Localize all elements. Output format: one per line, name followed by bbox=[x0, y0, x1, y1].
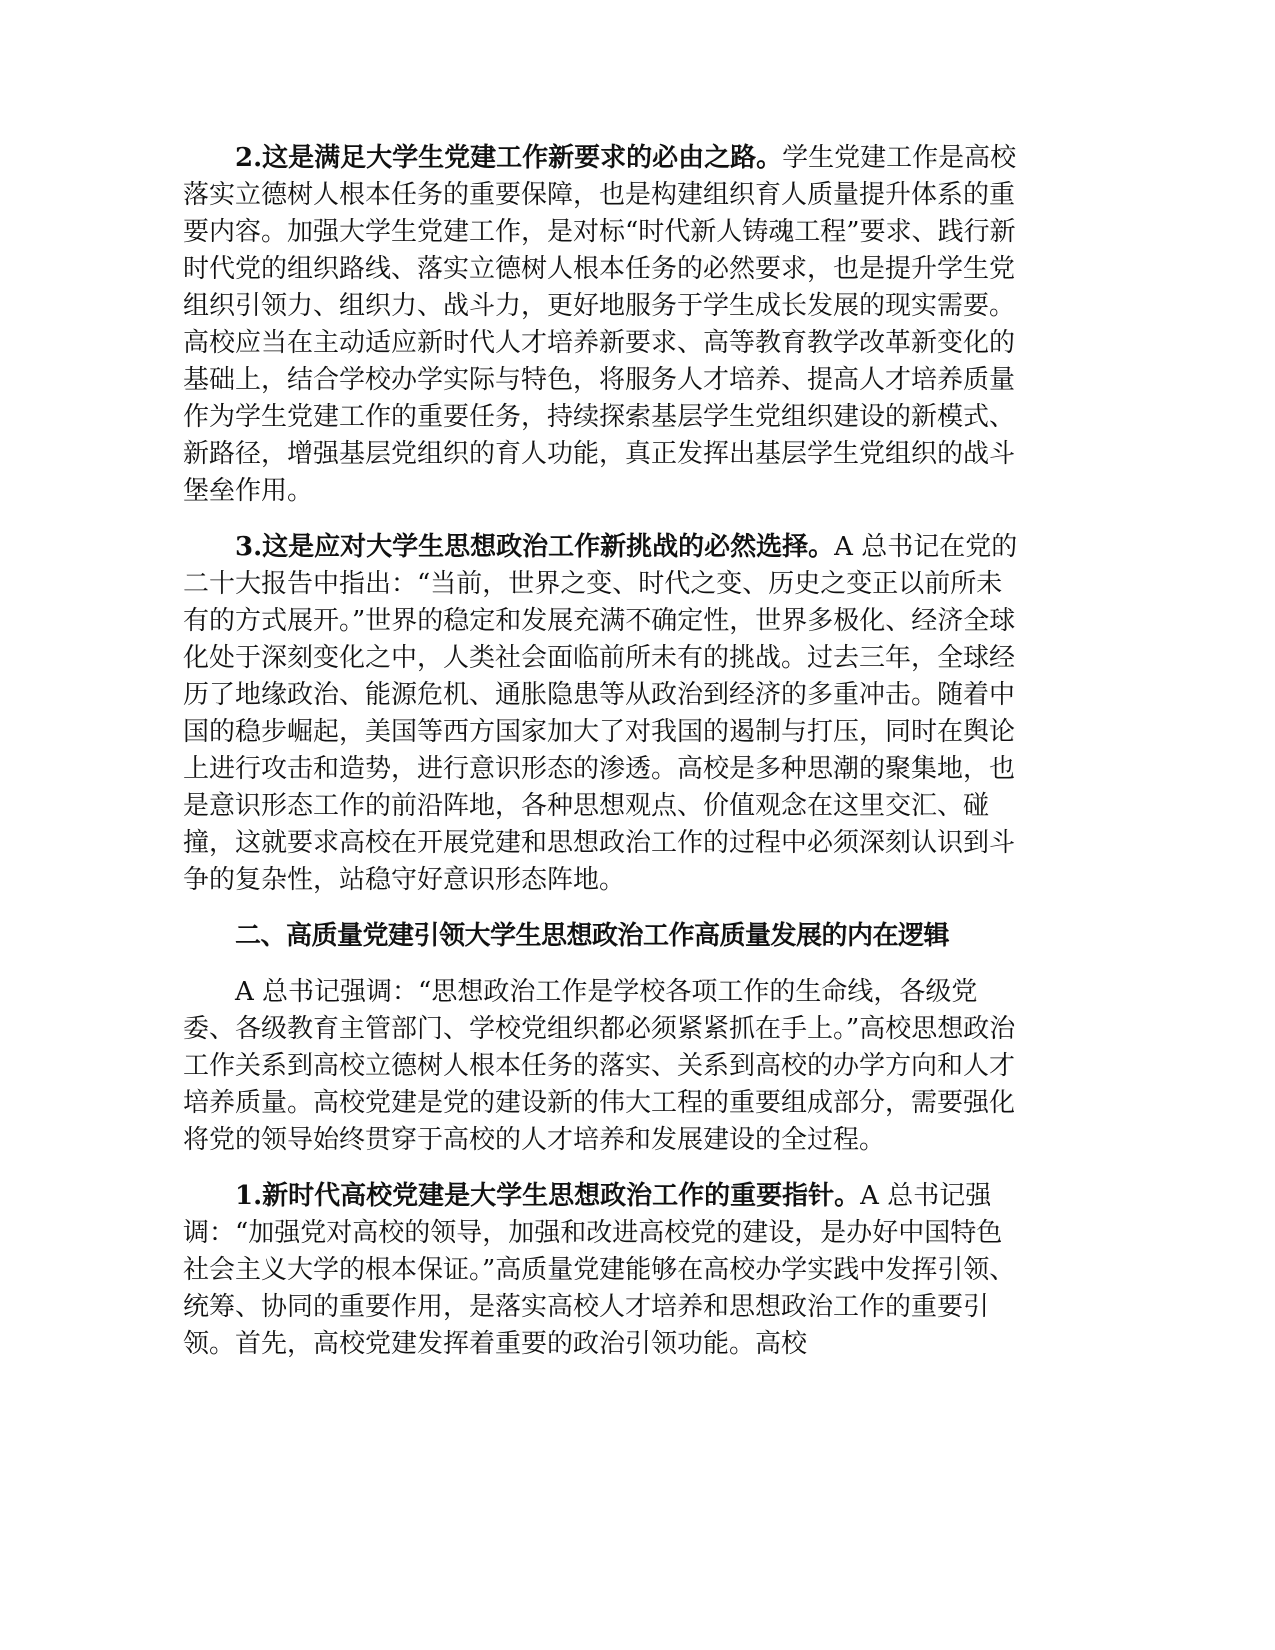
paragraph-lead: 1.新时代高校党建是大学生思想政治工作的重要指针。 bbox=[235, 1181, 861, 1211]
document-page bbox=[183, 140, 1028, 1382]
paragraph-lead: 2.这是满足大学生党建工作新要求的必由之路。 bbox=[235, 143, 783, 173]
paragraph-student-party-building bbox=[183, 140, 1028, 510]
paragraph-party-building-guide bbox=[183, 1178, 1028, 1363]
paragraph-body: A 总书记在党的二十大报告中指出：“当前，世界之变、时代之变、历史之变正以前所未有的方式展开。”世界的稳定和发展充满不确定性，世界多极化、经济全球化处于深刻变化之中，人类社会面临前所未有的挑战。过去三年，全球经历了地缘政治、能源危机、通胀隐患等从政治到经济的多重冲击。随着中国的稳步崛起，美国等西方国家加大了对我国的遏制与打压，同时在舆论上进行攻击和造势，进行意识形态的渗透。高校是多种思潮的聚集地，也是意识形态工作的前沿阵地，各种思想观点、价值观念在这里交汇、碰撞，这就要求高校在开展党建和思想政治工作的过程中必须深刻认识到斗争的复杂性，站稳守好意识形态阵地。 bbox=[183, 532, 1018, 895]
section-heading: 二、高质量党建引领大学生思想政治工作高质量发展的内在逻辑 bbox=[235, 921, 950, 951]
paragraph-body: 学生党建工作是高校落实立德树人根本任务的重要保障，也是构建组织育人质量提升体系的重要内容。加强大学生党建工作，是对标“时代新人铸魂工程”要求、践行新时代党的组织路线、落实立德树人根本任务的必然要求，也是提升学生党组织引领力、组织力、战斗力，更好地服务于学生成长发展的现实需要。高校应当在主动适应新时代人才培养新要求、高等教育教学改革新变化的基础上，结合学校办学实际与特色，将服务人才培养、提高人才培养质量作为学生党建工作的重要任务，持续探索基层学生党组织建设的新模式、新路径，增强基层党组织的育人功能，真正发挥出基层学生党组织的战斗堡垒作用。 bbox=[183, 143, 1017, 506]
paragraph-body: A 总书记强调：“加强党对高校的领导，加强和改进高校党的建设，是办好中国特色社会主义大学的根本保证。”高质量党建能够在高校办学实践中发挥引领、统筹、协同的重要作用，是落实高校人才培养和思想政治工作的重要引领。首先，高校党建发挥着重要的政治引领功能。高校 bbox=[183, 1181, 1016, 1359]
paragraph-ideological-challenges bbox=[183, 529, 1028, 899]
paragraph-lead: 3.这是应对大学生思想政治工作新挑战的必然选择。 bbox=[235, 532, 835, 562]
section-intro-paragraph: A 总书记强调：“思想政治工作是学校各项工作的生命线，各级党委、各级教育主管部门、学校党组织都必须紧紧抓在手上。”高校思想政治工作关系到高校立德树人根本任务的落实、关系到高校的办学方向和人才培养质量。高校党建是党的建设新的伟大工程的重要组成部分，需要强化将党的领导始终贯穿于高校的人才培养和发展建设的全过程。 bbox=[183, 977, 1016, 1155]
